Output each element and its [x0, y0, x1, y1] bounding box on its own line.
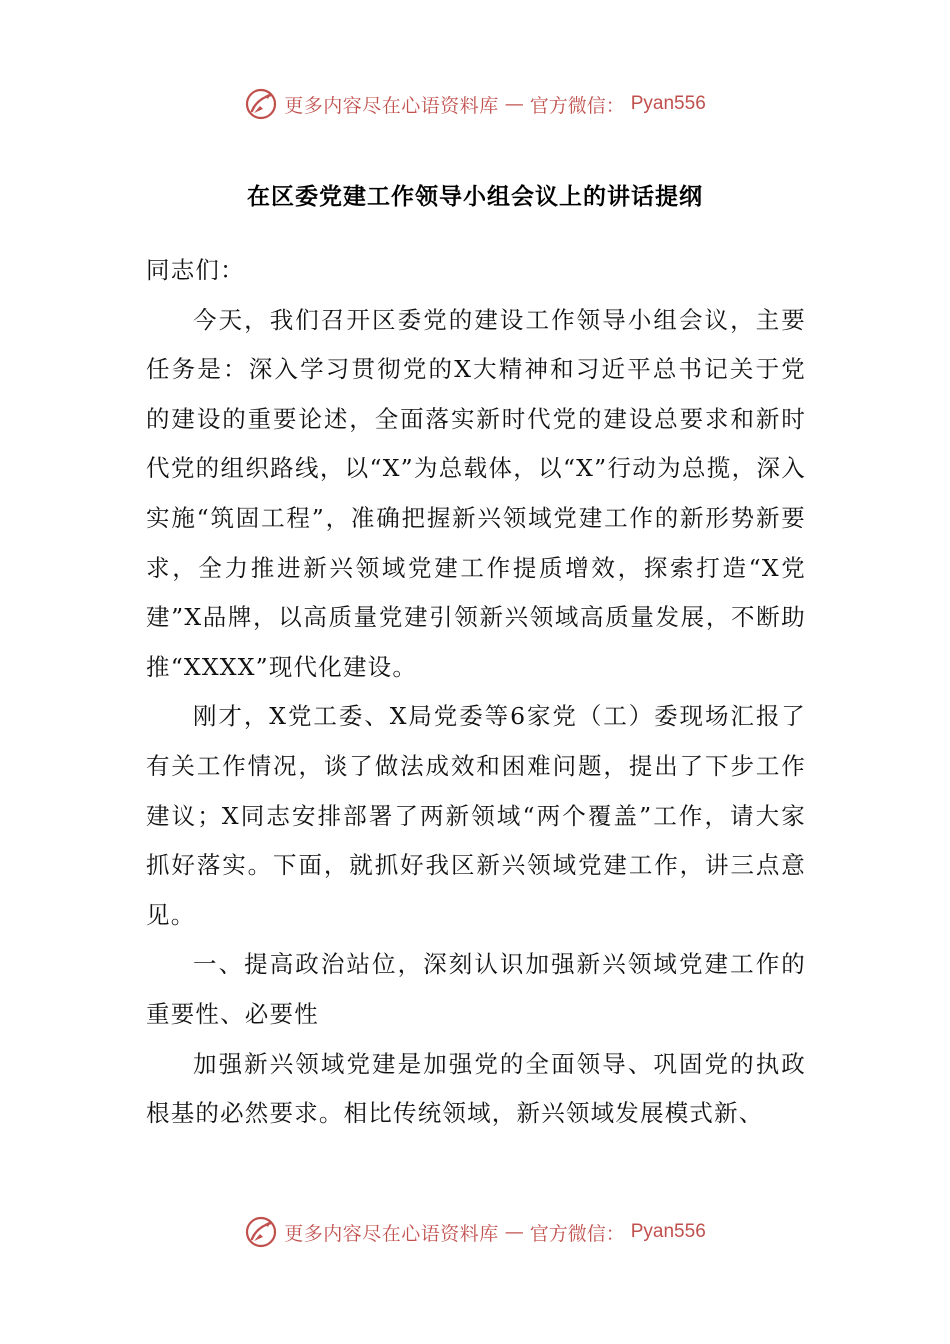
- section-heading-1: 一、提高政治站位，深刻认识加强新兴领域党建工作的重要性、必要性: [146, 950, 806, 1028]
- pen-logo-icon: [244, 1215, 278, 1249]
- watermark-content: [244, 1215, 706, 1249]
- watermark-dash: —: [504, 1221, 524, 1243]
- paragraph-2: 刚才，X党工委、X局党委等6家党（工）委现场汇报了有关工作情况，谈了做法成效和困难问题，提出了下步工作建议；X同志安排部署了两新领域“两个覆盖”工作，请大家抓好落实。下面，就抓好我区新兴领域党建工作，讲三点意见。: [146, 702, 806, 929]
- watermark-slogan: 更多内容尽在心语资料库: [284, 1222, 499, 1245]
- watermark-wechat-id: Pyan556: [630, 1221, 706, 1242]
- document-body: [146, 246, 806, 1139]
- watermark-dash: —: [504, 93, 524, 115]
- watermark-slogan: 更多内容尽在心语资料库: [284, 94, 499, 117]
- paragraph-1: 今天，我们召开区委党的建设工作领导小组会议，主要任务是：深入学习贯彻党的X大精神和习近平总书记关于党的建设的重要论述，全面落实新时代党的建设总要求和新时代党的组织路线，以“X”为总载体，以“X”行动为总揽，深入实施“筑固工程”，准确把握新兴领域党建工作的新形势新要求，全力推进新兴领域党建工作提质增效，探索打造“X党建”X品牌，以高质量党建引领新兴领域高质量发展，不断助推“XXXX”现代化建设。: [146, 305, 806, 681]
- salutation: 同志们：: [146, 256, 245, 284]
- watermark-content: [244, 87, 706, 121]
- pen-logo-icon: [244, 87, 278, 121]
- watermark-wechat-id: Pyan556: [630, 93, 706, 114]
- watermark-banner-bottom: [0, 1212, 950, 1252]
- watermark-wechat-label: 官方微信：: [529, 94, 625, 117]
- paragraph-3: 加强新兴领域党建是加强党的全面领导、巩固党的执政根基的必然要求。相比传统领域，新兴领域发展模式新、: [146, 1049, 806, 1128]
- document-title: 在区委党建工作领导小组会议上的讲话提纲: [247, 184, 703, 210]
- watermark-wechat-label: 官方微信：: [529, 1222, 625, 1245]
- watermark-banner-top: [0, 84, 950, 124]
